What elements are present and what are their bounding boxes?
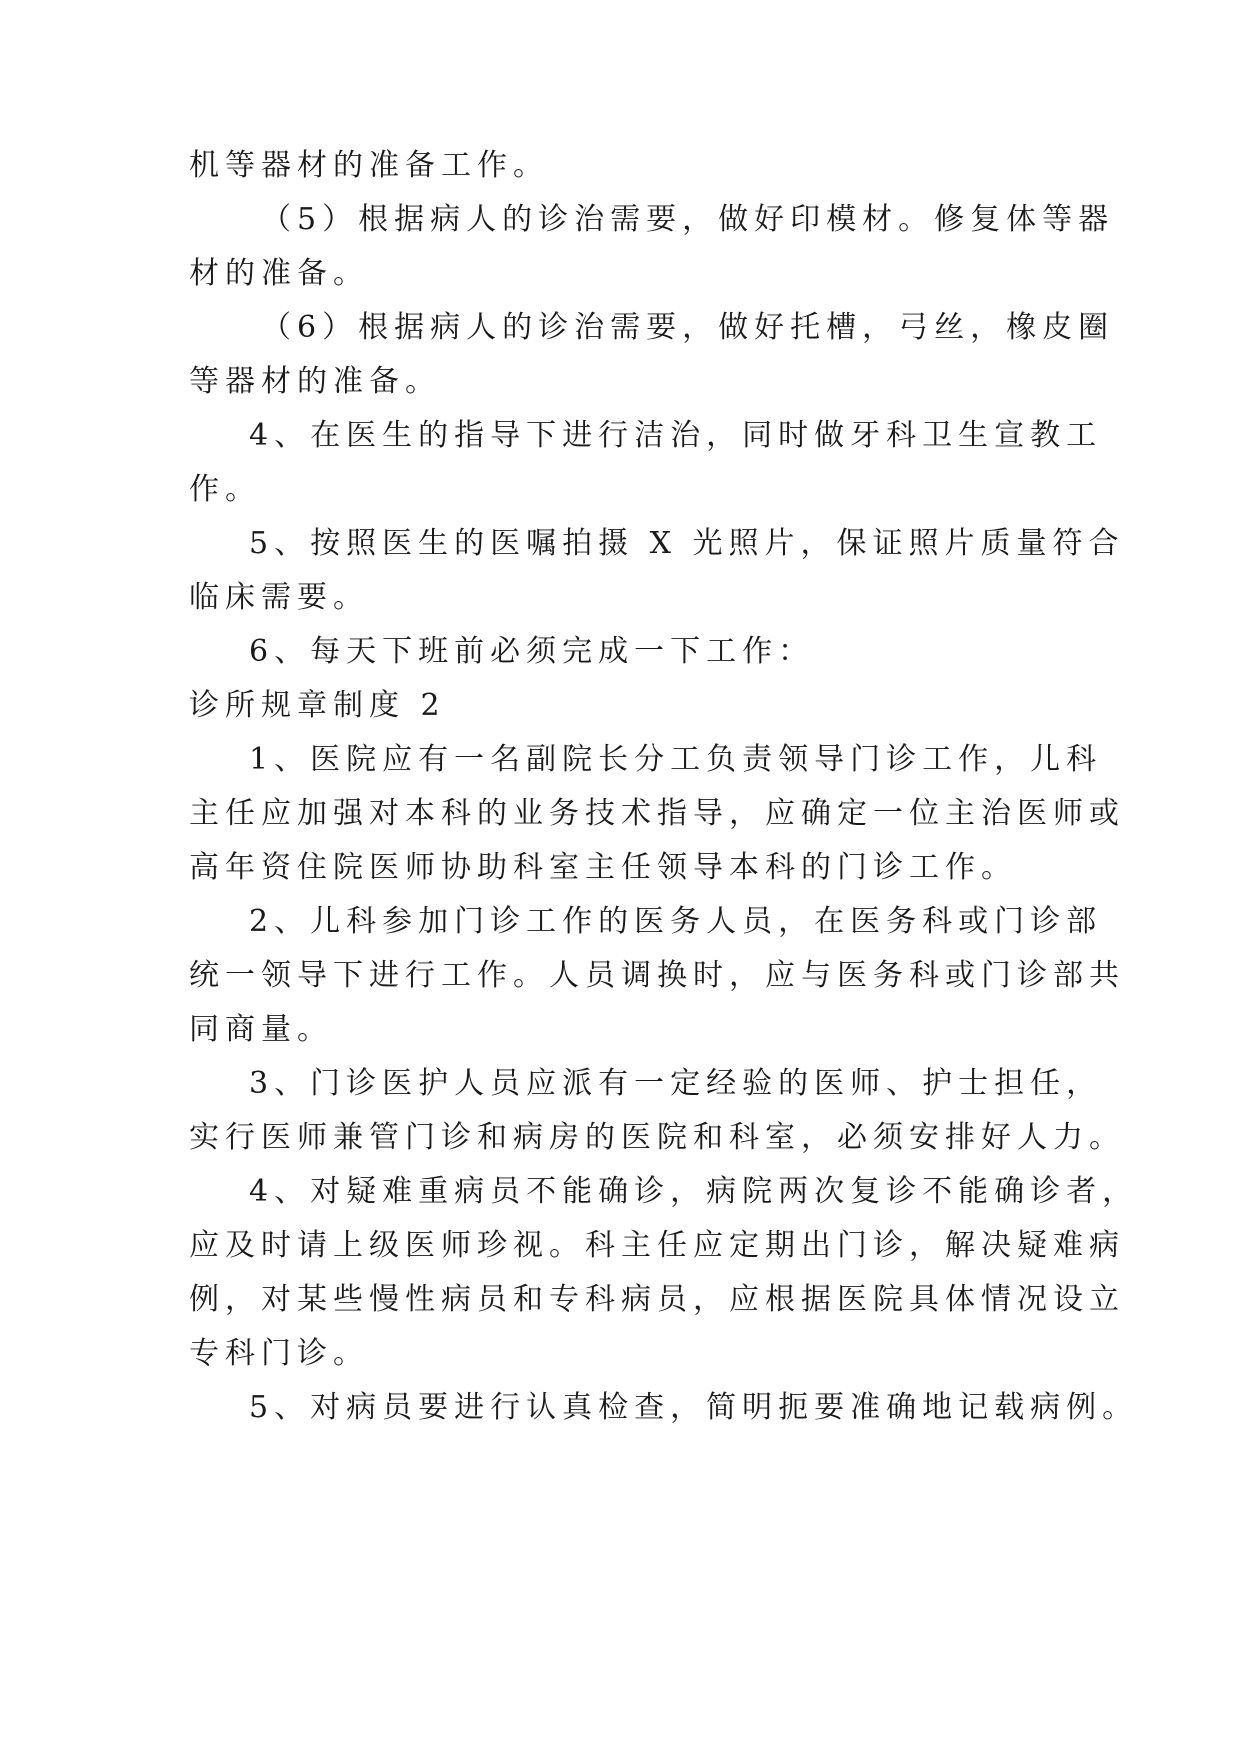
paragraph-line: 材的准备。 <box>189 256 369 291</box>
paragraph-line: 主任应加强对本科的业务技术指导，应确定一位主治医师或 <box>189 796 1125 831</box>
paragraph-line: 3、门诊医护人员应派有一定经验的医师、护士担任， <box>249 1066 1103 1101</box>
paragraph-line: 6、每天下班前必须完成一下工作： <box>249 634 815 669</box>
paragraph-line: 高年资住院医师协助科室主任领导本科的门诊工作。 <box>189 850 1017 885</box>
paragraph-line: 2、儿科参加门诊工作的医务人员，在医务科或门诊部 <box>249 904 1103 939</box>
paragraph-line: 应及时请上级医师珍视。科主任应定期出门诊，解决疑难病 <box>189 1228 1125 1263</box>
paragraph-line: 专科门诊。 <box>189 1336 369 1371</box>
paragraph-line: 4、在医生的指导下进行洁治，同时做牙科卫生宣教工 <box>249 418 1103 453</box>
paragraph-line: 实行医师兼管门诊和病房的医院和科室，必须安排好人力。 <box>189 1120 1125 1155</box>
paragraph-line: 统一领导下进行工作。人员调换时，应与医务科或门诊部共 <box>189 958 1125 993</box>
paragraph-line: 5、对病员要进行认真检查，简明扼要准确地记载病例。 <box>249 1390 1139 1425</box>
paragraph-line: （6）根据病人的诊治需要，做好托槽，弓丝，橡皮圈 <box>261 310 1115 345</box>
paragraph-line: 1、医院应有一名副院长分工负责领导门诊工作，儿科 <box>249 742 1103 777</box>
paragraph-line: 作。 <box>189 472 261 507</box>
paragraph-line: 4、对疑难重病员不能确诊，病院两次复诊不能确诊者， <box>249 1174 1139 1209</box>
paragraph-line: 机等器材的准备工作。 <box>189 148 549 183</box>
paragraph-line: 临床需要。 <box>189 580 369 615</box>
paragraph-line: （5）根据病人的诊治需要，做好印模材。修复体等器 <box>261 202 1115 237</box>
paragraph-line: 5、按照医生的医嘱拍摄 X 光照片，保证照片质量符合 <box>249 526 1125 561</box>
section-heading: 诊所规章制度 2 <box>189 688 446 723</box>
paragraph-line: 同商量。 <box>189 1012 333 1047</box>
paragraph-line: 等器材的准备。 <box>189 364 441 399</box>
paragraph-line: 例，对某些慢性病员和专科病员，应根据医院具体情况设立 <box>189 1282 1125 1317</box>
